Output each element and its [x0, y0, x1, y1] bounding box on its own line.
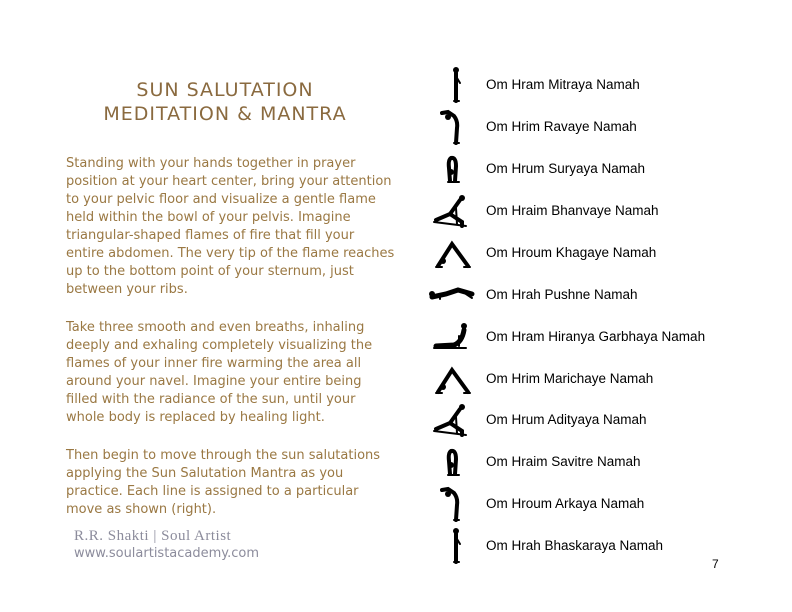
downward-dog-pose-icon — [426, 234, 478, 272]
title-line-1: SUN SALUTATION — [136, 79, 314, 101]
author-name: R.R. Shakti | Soul Artist — [74, 528, 232, 544]
page-number: 7 — [712, 557, 719, 571]
mantra-text: Om Hram Hiranya Garbhaya Namah — [486, 329, 706, 344]
mantra-text: Om Hram Mitraya Namah — [486, 77, 640, 92]
mantra-row — [424, 276, 764, 314]
cobra-pose-icon — [426, 318, 478, 356]
standing-prayer-pose-icon — [426, 66, 478, 104]
mantra-row — [424, 108, 764, 146]
eight-limbs-pose-icon — [426, 276, 478, 314]
mantra-text: Om Hroum Khagaye Namah — [486, 245, 657, 260]
mantra-row — [424, 192, 764, 230]
mantra-row — [424, 318, 764, 356]
standing-prayer-pose-icon — [426, 527, 478, 565]
mantra-text: Om Hrum Adityaya Namah — [486, 412, 647, 427]
mantra-text: Om Hrum Suryaya Namah — [486, 161, 646, 176]
breath-paragraph: Take three smooth and even breaths, inhaling deeply and exhaling completely visualizing the flames of your inner fire warming the area all around your navel. Imagine your entire being filled with the radiance of the sun, until your whole body is replaced by healing light. — [66, 320, 373, 425]
title-line-2: MEDITATION & MANTRA — [103, 103, 347, 125]
mantra-row — [424, 360, 764, 398]
mantra-row — [424, 234, 764, 272]
instruction-paragraph: Then begin to move through the sun salutations applying the Sun Salutation Mantra as you practice. Each line is assigned to a particular move as shown (right). — [66, 448, 381, 517]
mantra-text: Om Hrim Marichaye Namah — [486, 371, 654, 386]
website-url[interactable]: www.soulartistacademy.com — [74, 546, 260, 561]
mantra-text: Om Hroum Arkaya Namah — [486, 496, 645, 511]
backbend-pose-icon — [426, 485, 478, 523]
mantra-text: Om Hraim Savitre Namah — [486, 454, 641, 469]
mantra-text: Om Hrim Ravaye Namah — [486, 119, 637, 134]
lunge-pose-icon — [426, 192, 478, 230]
mantra-row — [424, 443, 764, 481]
mantra-row — [424, 401, 764, 439]
lunge-pose-icon — [426, 401, 478, 439]
mantra-row — [424, 66, 764, 104]
backbend-pose-icon — [426, 108, 478, 146]
mantra-text: Om Hraim Bhanvaye Namah — [486, 203, 659, 218]
mantra-text: Om Hrah Pushne Namah — [486, 287, 638, 302]
intro-paragraph: Standing with your hands together in prayer position at your heart center, bring your attention to your pelvic floor and visualize a gentle flame held within the bowl of your pelvis. Imagine triangular-shaped flames of fire that fill your entire abdomen. The very tip of the flame reaches up to the bottom point of your sternum, just between your ribs. — [66, 156, 395, 297]
forward-fold-pose-icon — [426, 443, 478, 481]
mantra-row — [424, 150, 764, 188]
mantra-row — [424, 485, 764, 523]
forward-fold-pose-icon — [426, 150, 478, 188]
downward-dog-pose-icon — [426, 360, 478, 398]
mantra-text: Om Hrah Bhaskaraya Namah — [486, 538, 664, 553]
